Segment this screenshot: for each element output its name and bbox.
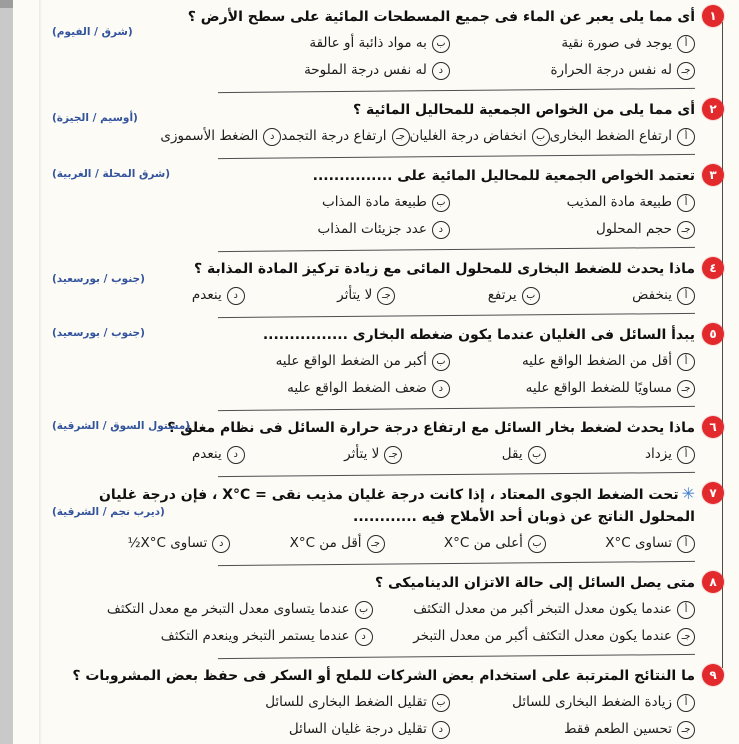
option-letter: أ: [684, 289, 688, 301]
governorate-tag: (أوسيم / الجيزة): [52, 112, 138, 124]
answer-option[interactable]: [410, 123, 550, 150]
option-letter-circle: [355, 601, 373, 619]
question: [50, 415, 717, 468]
options-list: [205, 689, 695, 743]
option-letter: أ: [684, 130, 688, 142]
option-text: أقل من X°C: [289, 535, 362, 551]
option-letter-circle: [377, 287, 395, 305]
option-letter: د: [233, 289, 238, 301]
option-text: ينعدم: [191, 446, 222, 462]
question-divider: [218, 247, 695, 252]
answer-option[interactable]: [205, 216, 450, 243]
option-letter-circle: [432, 62, 450, 80]
answer-option[interactable]: [127, 530, 230, 557]
answer-option[interactable]: [450, 375, 695, 402]
question-divider: [218, 406, 695, 411]
option-letter: جـ: [389, 448, 398, 460]
answer-option[interactable]: [450, 189, 695, 216]
question-number-badge: [702, 664, 724, 686]
question-number-badge: [702, 571, 724, 593]
answer-option[interactable]: [502, 441, 546, 468]
option-text: له نفس درجة الحرارة: [550, 62, 672, 78]
options-list: [127, 530, 695, 557]
answer-option[interactable]: [56, 623, 372, 650]
option-letter-circle: [522, 287, 540, 305]
option-letter: أ: [684, 448, 688, 460]
option-letter-circle: [677, 628, 695, 646]
question-number: ١: [709, 9, 717, 23]
answer-option[interactable]: [205, 30, 450, 57]
question: [50, 322, 717, 402]
option-letter-circle: [432, 721, 450, 739]
question-connector-line: [722, 22, 724, 668]
options-list: [192, 441, 695, 468]
question-title: [50, 258, 695, 280]
option-letter-circle: [677, 446, 695, 464]
question-number: ٨: [709, 575, 717, 589]
option-letter: د: [233, 448, 238, 460]
question: [50, 663, 717, 743]
option-letter: د: [438, 64, 444, 76]
governorate-tag: (شرق / الفيوم): [52, 26, 133, 38]
option-text: ينخفض: [632, 287, 672, 303]
answer-option[interactable]: [205, 57, 450, 84]
scan-edge-strip: [0, 0, 13, 744]
option-letter: د: [438, 223, 444, 235]
option-letter: ب: [436, 196, 446, 208]
option-letter: أ: [684, 603, 688, 615]
option-letter: ب: [536, 130, 546, 142]
option-letter-circle: [212, 535, 230, 553]
answer-option[interactable]: [550, 123, 695, 150]
answer-option[interactable]: [632, 282, 695, 309]
option-letter: ب: [532, 448, 542, 460]
option-text: حجم المحلول: [596, 221, 672, 237]
option-text: يقل: [501, 446, 523, 462]
option-letter: ب: [526, 289, 536, 301]
option-letter: د: [270, 130, 275, 142]
option-letter: د: [438, 723, 444, 735]
question-divider: [218, 88, 695, 93]
question-title-text: تحت الضغط الجوى المعتاد ، إذا كانت درجة غليان مذيب نقى = X°C ، فإن درجة غليان المحلول الناتج عن ذوبان أحد الأملاح فيه ............: [98, 487, 695, 525]
option-letter: جـ: [681, 723, 691, 735]
governorate-tag: (مشتول السوق / الشرقية): [52, 420, 191, 432]
option-letter-circle: [532, 128, 550, 146]
option-letter-circle: [432, 221, 450, 239]
option-letter: ب: [436, 37, 446, 49]
option-text: طبيعة مادة المذاب: [322, 194, 427, 210]
option-letter-circle: [677, 221, 695, 239]
option-letter: أ: [684, 196, 688, 208]
question-title-text: تعتمد الخواص الجمعية للمحاليل المائية على ...............: [312, 168, 695, 184]
option-text: عندما يكون معدل التبخر أكبر من معدل التكثف: [413, 601, 672, 617]
option-text: ضعف الضغط الواقع عليه: [287, 380, 427, 396]
answer-option[interactable]: [373, 596, 695, 623]
answer-option[interactable]: [344, 441, 402, 468]
option-text: أكبر من الضغط الواقع عليه: [275, 353, 427, 369]
option-text: عندما يتساوى معدل التبخر مع معدل التكثف: [106, 601, 350, 617]
question: [50, 4, 717, 84]
question-title-text: ماذا يحدث للضغط البخارى للمحلول المائى مع زيادة تركيز المادة المذابة ؟: [193, 261, 695, 277]
option-letter: ب: [359, 603, 369, 615]
question-divider: [218, 313, 695, 318]
option-text: لا يتأثر: [337, 287, 373, 303]
option-letter-circle: [367, 535, 385, 553]
answer-option[interactable]: [373, 623, 695, 650]
question-number: ٩: [709, 668, 717, 682]
option-letter: ب: [436, 696, 446, 708]
answer-option[interactable]: [56, 596, 372, 623]
answer-option[interactable]: [450, 30, 695, 57]
option-letter: د: [438, 382, 444, 394]
question-title-text: متى يصل السائل إلى حالة الاتزان الديناميكى ؟: [375, 575, 695, 591]
option-letter-circle: [384, 446, 402, 464]
option-letter-circle: [528, 446, 546, 464]
question-number-badge: [702, 98, 724, 120]
option-text: تحسين الطعم فقط: [564, 721, 672, 737]
option-text: لا يتأثر: [344, 446, 380, 462]
question-number: ٢: [709, 102, 717, 116]
answer-option[interactable]: [205, 689, 450, 716]
option-letter-circle: [432, 694, 450, 712]
question: [50, 570, 717, 650]
option-letter-circle: [528, 535, 546, 553]
question-number: ٣: [709, 168, 717, 182]
option-letter-circle: [432, 380, 450, 398]
question: [50, 97, 717, 150]
option-letter-circle: [677, 601, 695, 619]
question-number: ٦: [709, 420, 717, 434]
question-title-text: ماذا يحدث لضغط بخار السائل مع ارتفاع درجة حرارة السائل فى نظام مغلق ؟: [167, 420, 695, 436]
question-divider: [218, 154, 695, 159]
option-text: ارتفاع درجة التجمد: [281, 128, 387, 144]
answer-option[interactable]: [205, 716, 450, 743]
option-text: به مواد ذائبة أو عالقة: [309, 35, 427, 51]
option-letter-circle: [432, 194, 450, 212]
option-letter-circle: [677, 721, 695, 739]
option-letter-circle: [392, 128, 410, 146]
option-letter-circle: [677, 62, 695, 80]
answer-option[interactable]: [192, 441, 245, 468]
question-title: [50, 99, 695, 121]
answer-option[interactable]: [450, 348, 695, 375]
option-letter: أ: [684, 355, 688, 367]
option-letter-circle: [677, 128, 695, 146]
question-title-text: يبدأ السائل فى الغليان عندما يكون ضغطه البخارى ................: [262, 327, 695, 343]
option-letter: جـ: [371, 537, 380, 549]
options-list: [205, 30, 695, 84]
question-number-badge: [702, 164, 724, 186]
question-number-badge: [702, 5, 724, 27]
option-letter: د: [219, 537, 224, 549]
option-letter: ب: [532, 537, 542, 549]
answer-option[interactable]: [205, 189, 450, 216]
question-title-text: أى مما يلى يعبر عن الماء فى جميع المسطحات المائية على سطح الأرض ؟: [187, 9, 695, 25]
options-list: [205, 348, 695, 402]
option-letter-circle: [227, 287, 245, 305]
governorate-tag: (ديرب نجم / الشرقية): [52, 506, 165, 518]
option-text: أقل من الضغط الواقع عليه: [521, 353, 672, 369]
option-letter-circle: [677, 287, 695, 305]
option-letter: جـ: [681, 630, 691, 642]
option-letter: د: [361, 630, 366, 642]
page-fold-shadow: [39, 0, 42, 744]
question-title-text: أى مما يلى من الخواص الجمعية للمحاليل المائية ؟: [353, 102, 695, 118]
option-text: عندما يكون معدل التكثف أكبر من معدل التبخر: [413, 628, 672, 644]
option-text: انخفاض درجة الغليان: [409, 128, 527, 144]
option-text: ارتفاع الضغط البخارى: [549, 128, 672, 144]
option-text: الضغط الأسموزى: [160, 128, 259, 144]
answer-option[interactable]: [290, 530, 385, 557]
option-text: تقليل الضغط البخارى للسائل: [265, 694, 427, 710]
answer-option[interactable]: [205, 375, 450, 402]
option-text: تساوى X°C: [605, 535, 672, 551]
question-number-badge: [702, 323, 724, 345]
option-text: تساوى ‎½X°C: [127, 535, 208, 551]
question-divider: [218, 472, 695, 477]
options-list: [160, 123, 695, 150]
scan-edge-cap: [0, 0, 13, 8]
option-text: عدد جزيئات المذاب: [317, 221, 427, 237]
option-letter-circle: [677, 353, 695, 371]
option-text: يوجد فى صورة نقية: [561, 35, 672, 51]
question: [50, 256, 717, 309]
answer-option[interactable]: [450, 716, 695, 743]
governorate-tag: (شرق المحلة / الغربية): [52, 168, 171, 180]
question-title: [50, 572, 695, 594]
answer-option[interactable]: [450, 57, 695, 84]
answer-option[interactable]: [605, 530, 695, 557]
answer-option[interactable]: [450, 689, 695, 716]
governorate-tag: (جنوب / بورسعيد): [52, 327, 145, 339]
option-text: يرتفع: [487, 287, 517, 303]
option-letter-circle: [227, 446, 245, 464]
option-letter: جـ: [681, 64, 691, 76]
option-text: يزداد: [645, 446, 672, 462]
option-letter: أ: [684, 537, 688, 549]
option-text: طبيعة مادة المذيب: [566, 194, 672, 210]
option-letter-circle: [432, 353, 450, 371]
question-title: [50, 6, 695, 28]
option-letter-circle: [677, 535, 695, 553]
option-letter: جـ: [396, 130, 405, 142]
answer-option[interactable]: [645, 441, 695, 468]
answer-option[interactable]: [205, 348, 450, 375]
option-letter-circle: [355, 628, 373, 646]
option-letter-circle: [677, 380, 695, 398]
answer-option[interactable]: [281, 123, 409, 150]
option-letter: جـ: [381, 289, 391, 301]
question-divider: [218, 561, 695, 566]
option-text: عندما يستمر التبخر وينعدم التكثف: [160, 628, 350, 644]
option-letter-circle: [432, 35, 450, 53]
option-text: له نفس درجة الملوحة: [304, 62, 427, 78]
option-text: أعلى من X°C: [443, 535, 523, 551]
option-letter-circle: [677, 35, 695, 53]
answer-option[interactable]: [192, 282, 245, 309]
question-number: ٧: [709, 486, 717, 500]
question-number-badge: [702, 416, 724, 438]
option-text: تقليل درجة غليان السائل: [288, 721, 427, 737]
question-number-badge: [702, 257, 724, 279]
question-title-text: ما النتائج المترتبة على استخدام بعض الشركات للملح أو السكر فى حفظ بعض المشروبات ؟: [72, 668, 695, 684]
answer-option[interactable]: [450, 216, 695, 243]
option-text: ينعدم: [191, 287, 222, 303]
question-title: [50, 665, 695, 687]
option-text: زيادة الضغط البخارى للسائل: [512, 694, 672, 710]
option-letter-circle: [677, 694, 695, 712]
question-number-badge: [702, 482, 724, 504]
option-text: مساويًا للضغط الواقع عليه: [525, 380, 672, 396]
option-letter-circle: [263, 128, 281, 146]
option-letter: أ: [684, 696, 688, 708]
questions-area: [50, 4, 717, 744]
question: [50, 481, 717, 557]
question-title: [50, 324, 695, 346]
star-icon: ✳: [681, 484, 695, 503]
options-list: [192, 282, 695, 309]
option-letter-circle: [677, 194, 695, 212]
answer-option[interactable]: [160, 123, 281, 150]
option-letter: أ: [684, 37, 688, 49]
option-letter: جـ: [681, 223, 691, 235]
answer-option[interactable]: [488, 282, 540, 309]
options-list: [56, 596, 695, 650]
option-letter: جـ: [681, 382, 691, 394]
governorate-tag: (جنوب / بورسعيد): [52, 273, 145, 285]
question: [50, 163, 717, 243]
question-number: ٤: [709, 261, 717, 275]
question-divider: [218, 654, 695, 659]
answer-option[interactable]: [444, 530, 546, 557]
options-list: [205, 189, 695, 243]
question-number: ٥: [709, 327, 717, 341]
answer-option[interactable]: [337, 282, 395, 309]
option-letter: ب: [436, 355, 446, 367]
